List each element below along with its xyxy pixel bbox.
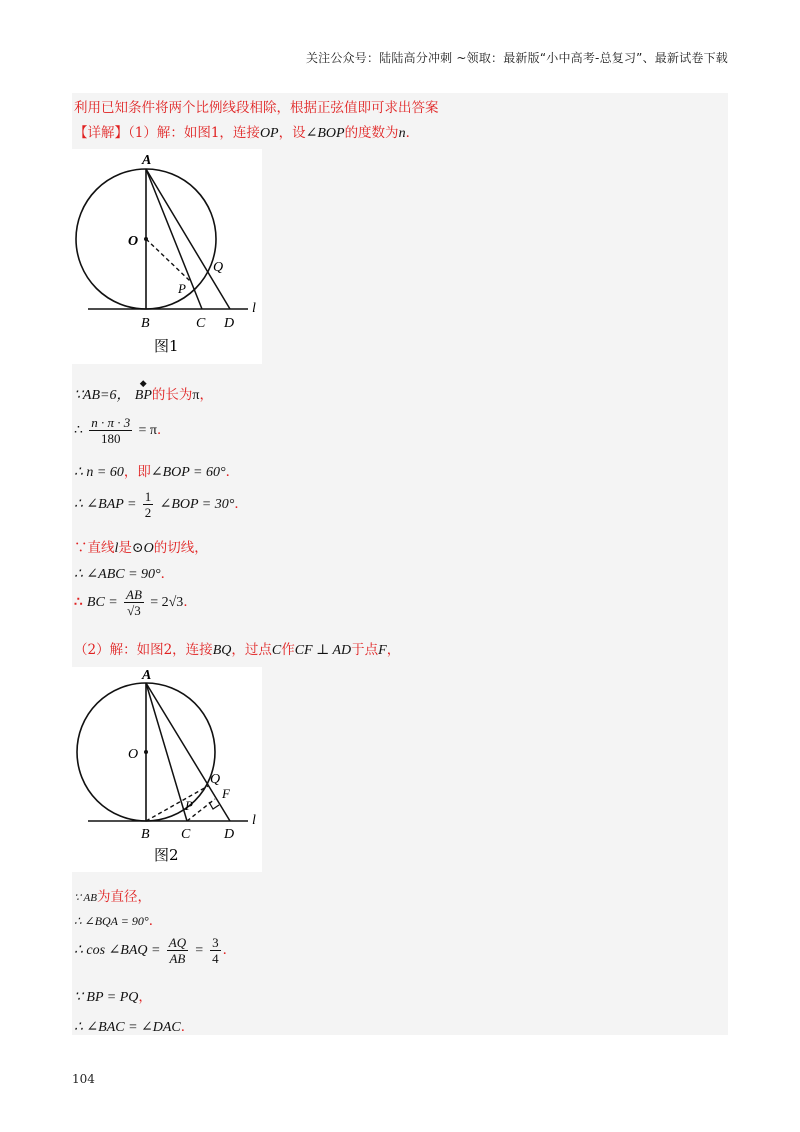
math-text: BC = — [86, 595, 118, 610]
label-f: F — [222, 786, 230, 801]
fraction-numerator: 3 — [212, 935, 219, 950]
math-pi: π — [192, 388, 200, 403]
page-header: 关注公众号：陆陆高分冲刺 ~领取：最新版“小中高考-总复习”、最新试卷下载 — [305, 51, 728, 65]
math-l: l — [114, 541, 119, 556]
label-q: Q — [210, 772, 221, 787]
figure-1 — [72, 149, 262, 364]
fraction — [143, 489, 154, 520]
math-text: ∵ BP = PQ — [74, 990, 139, 1005]
dashed-bq — [146, 786, 208, 821]
step-red-text: ∴ — [74, 594, 83, 610]
line-ac — [146, 683, 187, 821]
label-d: D — [224, 316, 235, 331]
math-text: ∴ ∠BAC = ∠DAC — [74, 1020, 181, 1035]
label-a: A — [142, 668, 152, 683]
figure-2-caption: 图2 — [154, 846, 179, 864]
math-text: ∴ ∠ABC = 90° — [74, 567, 161, 582]
step-red-text: ． — [157, 422, 171, 438]
step-red-text: ，即 — [123, 464, 151, 480]
figure-2-diagram — [72, 667, 262, 872]
line-ad — [146, 169, 230, 309]
math-text: = 2√3 — [150, 595, 184, 610]
label-o: O — [128, 234, 139, 249]
math-circle-o: ⊙O — [131, 541, 154, 556]
solution-content — [72, 93, 728, 1035]
math-bq: BQ — [212, 643, 232, 658]
math-text: ∴ n = 60 — [74, 465, 124, 480]
math-text: ∴ — [74, 423, 83, 438]
label-a: A — [142, 153, 152, 168]
math-text: ∠BOP = 60° — [150, 465, 226, 480]
step-red-text: ． — [160, 566, 175, 582]
fraction — [124, 587, 144, 618]
part-2-line — [74, 638, 400, 659]
label-l: l — [252, 301, 256, 316]
math-text: = π — [138, 423, 157, 438]
detail-text: 的度数为 — [344, 125, 399, 141]
step-red-text: ． — [234, 496, 248, 512]
step-red-text: ， — [386, 642, 401, 658]
fraction-numerator: 1 — [144, 489, 152, 504]
math-op: OP — [259, 126, 279, 141]
fraction — [89, 415, 132, 446]
fraction-denominator: √3 — [127, 603, 141, 618]
center-dot — [144, 750, 148, 754]
label-b: B — [141, 316, 150, 331]
figure-1-caption: 图1 — [154, 337, 179, 355]
fraction — [167, 935, 188, 966]
step-red-text: ． — [183, 594, 197, 610]
step-red-text: 的长为 — [151, 387, 193, 403]
math-text: ∵ AB — [74, 892, 97, 904]
detail-text: ，设 — [278, 125, 306, 141]
fraction-numerator: AB — [126, 587, 142, 602]
step-red-text: ，过点 — [231, 642, 272, 658]
fraction-denominator: 4 — [212, 951, 219, 966]
step-6 — [74, 562, 174, 583]
math-f: F — [378, 643, 387, 658]
step-red-text: ∵直线 — [74, 540, 115, 556]
math-n: n — [398, 126, 406, 141]
figure-1-diagram — [72, 149, 262, 364]
step-red-text: ， — [199, 387, 213, 403]
label-d: D — [224, 827, 235, 842]
label-p: P — [185, 798, 193, 813]
step-red-text: ， — [138, 989, 152, 1005]
step-2 — [74, 415, 171, 446]
label-q: Q — [213, 260, 224, 275]
step2-3 — [74, 935, 236, 966]
label-c: C — [181, 827, 191, 842]
step-3 — [74, 460, 239, 481]
math-text: = — [194, 943, 204, 958]
fraction-numerator: n · π · 3 — [91, 415, 131, 430]
step-red-text: 作 — [281, 642, 295, 658]
detail-tag: 【详解】 — [74, 125, 128, 141]
label-b: B — [141, 827, 150, 842]
fraction — [210, 935, 221, 966]
fraction-denominator: 2 — [144, 505, 152, 520]
step2-2 — [74, 909, 162, 929]
label-l: l — [252, 813, 256, 828]
arc-bp: ◆ BP — [134, 378, 152, 403]
step-red-text: 于点 — [351, 642, 379, 658]
line-ac — [146, 169, 202, 309]
label-c: C — [196, 316, 206, 331]
detail-line — [74, 121, 419, 142]
math-cf: CF ⊥ AD — [294, 643, 352, 658]
math-angle: ∠BOP — [305, 126, 345, 141]
math-text: ∴ cos ∠BAQ = — [74, 943, 161, 958]
arc-label: BP — [134, 388, 152, 403]
step-red-text: （2）解：如图2，连接 — [74, 642, 213, 658]
fraction-numerator: AQ — [168, 935, 187, 950]
label-o: O — [128, 747, 139, 762]
step-red-text: 的切线， — [153, 540, 208, 556]
fraction-denominator: AB — [169, 951, 186, 966]
math-text: ∵AB=6， — [74, 388, 131, 403]
step-4 — [74, 489, 248, 520]
step-red-text: 是 — [118, 540, 132, 556]
step-red-text: ． — [222, 942, 237, 958]
detail-text: ． — [405, 125, 420, 141]
step-red-text: ． — [225, 464, 240, 480]
step-red-text: ． — [180, 1019, 195, 1035]
math-c: C — [271, 643, 282, 658]
step-5 — [74, 536, 208, 557]
step2-4 — [74, 985, 152, 1006]
fraction-denominator: 180 — [100, 431, 121, 446]
figure-2 — [72, 667, 262, 872]
intro-text: 利用已知条件将两个比例线段相除，根据正弦值即可求出答案 — [74, 100, 439, 116]
center-dot — [144, 237, 148, 241]
step-red-text: 为直径， — [97, 889, 151, 905]
step2-1 — [74, 885, 151, 905]
step2-5 — [74, 1015, 194, 1036]
math-text: ∴ ∠BAP = — [74, 497, 137, 512]
dashed-op — [146, 239, 190, 281]
page-number: 104 — [72, 1072, 95, 1086]
label-p: P — [178, 281, 186, 296]
math-text: ∠BOP = 30° — [159, 497, 235, 512]
math-text: ∴ ∠BQA = 90° — [74, 914, 149, 928]
detail-text: （1）解：如图1，连接 — [128, 125, 260, 141]
step-1 — [74, 378, 213, 404]
step-7 — [74, 587, 197, 618]
step-red-text: ． — [148, 913, 163, 929]
